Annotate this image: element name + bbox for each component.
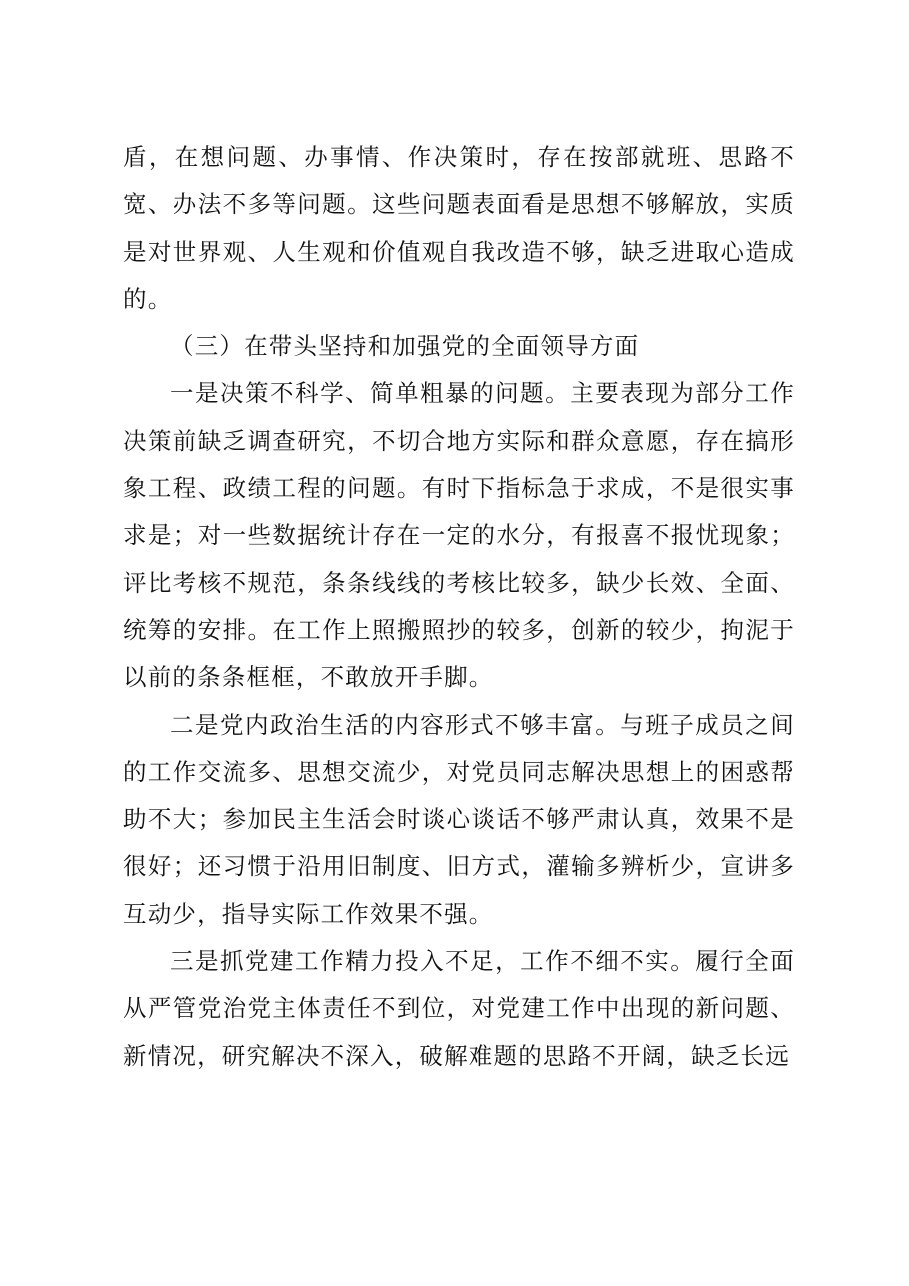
paragraph-continuation: 盾，在想问题、办事情、作决策时，存在按部就班、思路不宽、办法不多等问题。这些问题表面看是思想不够解放，实质是对世界观、人生观和价值观自我改造不够，缺乏进取心造成的。	[123, 143, 795, 313]
paragraph-point-three: 三是抓党建工作精力投入不足，工作不细不实。履行全面从严管党治党主体责任不到位，对党建工作中出现的新问题、新情况，研究解决不深入，破解难题的思路不开阔，缺乏长远	[123, 947, 795, 1070]
paragraph-point-one: 一是决策不科学、简单粗暴的问题。主要表现为部分工作决策前缺乏调查研究，不切合地方实际和群众意愿，存在搞形象工程、政绩工程的问题。有时下指标急于求成，不是很实事求是；对一些数据统计存在一定的水分，有报喜不报忧现象；评比考核不规范，条条线线的考核比较多，缺少长效、全面、统筹的安排。在工作上照搬照抄的较多，创新的较少，拘泥于以前的条条框框，不敢放开手脚。	[123, 379, 795, 692]
paragraph-point-two: 二是党内政治生活的内容形式不够丰富。与班子成员之间的工作交流多、思想交流少，对党员同志解决思想上的困惑帮助不大；参加民主生活会时谈心谈话不够严肃认真，效果不是很好；还习惯于沿用旧制度、旧方式，灌输多辨析少，宣讲多互动少，指导实际工作效果不强。	[123, 710, 795, 928]
section-heading: （三）在带头坚持和加强党的全面领导方面	[170, 332, 640, 361]
document-body	[123, 134, 795, 1080]
